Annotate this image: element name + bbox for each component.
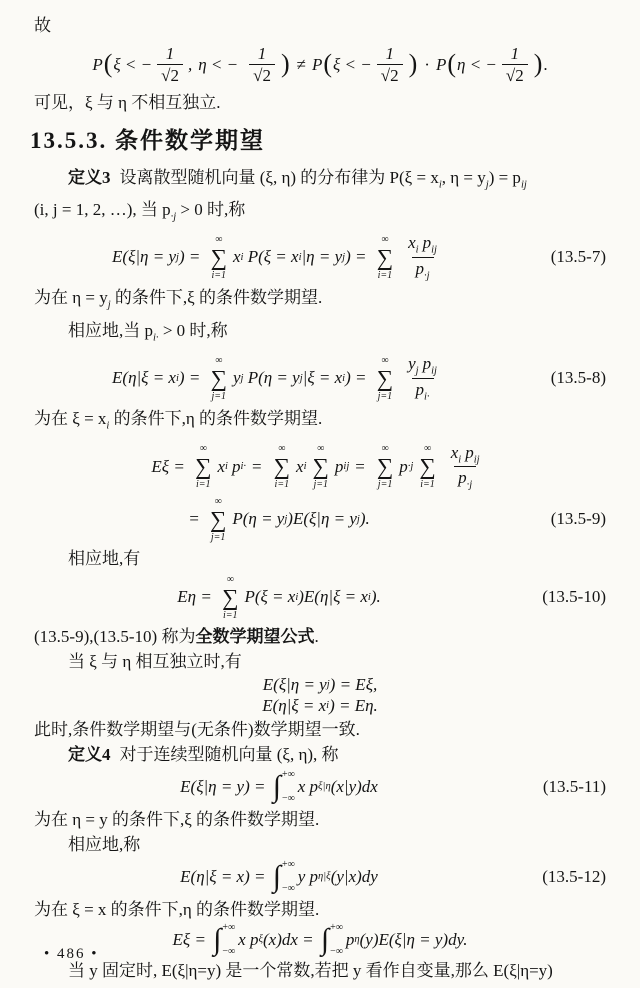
total-expectation-line xyxy=(34,625,606,648)
fraction-numerator: 1 xyxy=(257,44,267,63)
subscript-j: j xyxy=(299,372,303,384)
body-text: 的条件下,η 的条件数学期望. xyxy=(109,409,323,429)
subscript-i: i xyxy=(106,420,110,432)
integral-icon: ∫ xyxy=(320,922,330,956)
conclusion-text: 可见，ξ 与 η 不相互独立. xyxy=(34,92,221,112)
after-eq12-line xyxy=(34,898,606,921)
integral-lower-limit: −∞ xyxy=(330,945,343,957)
math-token: )E(ξ|η = y xyxy=(287,509,357,529)
integral-upper-limit: +∞ xyxy=(222,921,236,933)
subscript-i: i xyxy=(342,372,346,384)
body-text: , η = y xyxy=(441,167,486,187)
equation-body xyxy=(34,442,606,492)
sigma-icon: ∑ xyxy=(376,244,394,270)
subscript-j: j xyxy=(342,251,346,263)
sum-upper-limit: ∞ xyxy=(423,443,432,455)
fraction-denominator: √2 xyxy=(502,64,528,86)
integral-limits xyxy=(222,923,235,957)
math-token: Eξ = xyxy=(151,456,190,476)
integral-symbol xyxy=(273,860,295,894)
sum-upper-limit: ∞ xyxy=(215,354,223,366)
sum-upper-limit: ∞ xyxy=(226,573,234,585)
subscript-i: i xyxy=(225,461,228,473)
sum-upper-limit: ∞ xyxy=(381,233,389,245)
math-token: E(ξ|η = y) = xyxy=(180,776,270,796)
math-token: x xyxy=(217,456,226,476)
sigma-icon: ∑ xyxy=(376,454,394,480)
subscript-i-dot: i· xyxy=(424,391,430,403)
definition4-label: 定义4 xyxy=(68,744,111,764)
fraction xyxy=(447,442,484,492)
equation-body xyxy=(34,675,606,695)
math-token: (x)dx = xyxy=(262,929,318,949)
math-token: ) = xyxy=(345,368,371,388)
sigma-icon: ∑ xyxy=(419,454,436,480)
body-text: . xyxy=(314,626,319,646)
fraction xyxy=(249,43,275,87)
fraction-denominator xyxy=(412,378,434,404)
math-token: p xyxy=(415,379,424,399)
subscript-i: i xyxy=(367,591,371,603)
definition3-line2 xyxy=(34,198,606,228)
multiplication-dot: · xyxy=(424,54,430,74)
sum-upper-limit: ∞ xyxy=(214,495,222,507)
subscript-j: j xyxy=(485,178,489,190)
formula-body xyxy=(34,43,606,87)
fraction xyxy=(377,43,403,87)
fraction xyxy=(502,43,528,87)
after-eq7-line xyxy=(34,286,606,316)
integral-limits xyxy=(330,923,343,957)
integral-symbol xyxy=(213,923,235,957)
math-token: ξ < − xyxy=(333,54,372,74)
sigma-icon: ∑ xyxy=(222,584,239,610)
subscript-i: i xyxy=(326,700,330,712)
sum-upper-limit: ∞ xyxy=(199,443,207,455)
subscript-j: j xyxy=(240,372,244,384)
sum-upper-limit: ∞ xyxy=(215,233,223,245)
equation-body xyxy=(34,574,524,621)
summation-symbol xyxy=(419,443,435,490)
fraction-denominator xyxy=(412,257,434,283)
math-token: (y|x)dy xyxy=(330,866,378,886)
conclusion-line xyxy=(34,91,606,114)
integral-lower-limit: −∞ xyxy=(281,792,295,804)
math-token: η < − xyxy=(457,54,497,74)
paren-open: ( xyxy=(447,48,457,78)
body-text: > 0 时,称 xyxy=(176,199,246,219)
final-expectation-equation xyxy=(34,923,606,957)
sum-upper-limit: ∞ xyxy=(317,443,325,455)
sigma-icon: ∑ xyxy=(376,365,394,391)
math-token: E(ξ|η = y xyxy=(262,674,327,694)
sum-upper-limit: ∞ xyxy=(381,443,389,455)
fraction-numerator xyxy=(404,232,441,257)
equation-number: (13.5-10) xyxy=(542,587,606,607)
integral-icon: ∫ xyxy=(272,859,281,893)
subscript-eta-given-xi: η|ξ xyxy=(318,871,331,883)
subscript-i: i xyxy=(303,461,307,473)
body-text: 当 y 固定时, E(ξ|η=y) 是一个常数,若把 y 看作自变量,那么 E(ξ|η=y) xyxy=(68,960,553,980)
equation-13-5-7 xyxy=(34,232,606,282)
when-independent-line xyxy=(34,650,606,673)
integral-upper-limit: +∞ xyxy=(281,768,295,780)
subscript-j: j xyxy=(415,365,419,377)
subscript-i: i xyxy=(295,591,299,603)
math-token: ). xyxy=(370,587,381,607)
math-token: P(η = y xyxy=(243,368,300,388)
subscript-j: j xyxy=(356,513,360,525)
math-token: E(η|ξ = x xyxy=(262,695,327,715)
body-text: 的条件下,ξ 的条件数学期望. xyxy=(110,288,323,308)
subscript-j: j xyxy=(107,299,111,311)
paren-open: ( xyxy=(103,48,113,78)
paren-close: ) xyxy=(533,48,543,78)
fraction-numerator: 1 xyxy=(510,44,520,63)
intro-word xyxy=(34,14,606,37)
sigma-icon: ∑ xyxy=(209,506,227,532)
body-text: 相应地,当 p xyxy=(68,320,153,340)
math-token: x xyxy=(408,233,416,253)
summation-symbol xyxy=(210,496,226,543)
intro-text: 故 xyxy=(34,16,51,35)
correspondingly-have-line xyxy=(34,547,606,570)
math-token: x xyxy=(296,456,304,476)
math-token: (x|y)dx xyxy=(330,776,378,796)
sigma-icon: ∑ xyxy=(195,454,212,480)
integral-upper-limit: +∞ xyxy=(281,858,295,870)
subscript-i-dot: i· xyxy=(240,461,247,473)
math-token: E(η|ξ = x xyxy=(112,368,176,388)
subscript-i-dot: i· xyxy=(153,332,159,344)
sigma-icon: ∑ xyxy=(312,454,329,480)
equation-number: (13.5-7) xyxy=(550,247,606,267)
fraction-denominator: √2 xyxy=(249,64,275,86)
page-number: • 486 • xyxy=(44,946,99,962)
fraction-numerator: 1 xyxy=(165,44,175,63)
math-token: η < − xyxy=(198,54,239,74)
math-token: p xyxy=(334,456,344,476)
sum-lower-limit: j=1 xyxy=(211,390,227,402)
correspondingly-call-line xyxy=(34,833,606,856)
math-token: x xyxy=(450,442,459,462)
body-text: (13.5-9),(13.5-10) 称为 xyxy=(34,626,196,646)
definition4-line xyxy=(34,743,606,766)
fraction-denominator xyxy=(454,466,476,492)
subscript-xi: ξ xyxy=(258,934,263,946)
integral-limits xyxy=(282,860,295,894)
sum-lower-limit: i=1 xyxy=(420,479,435,491)
sum-lower-limit: i=1 xyxy=(223,609,238,621)
body-text: 此时,条件数学期望与(无条件)数学期望一致. xyxy=(34,719,360,739)
body-text: 为在 η = y 的条件下,ξ 的条件数学期望. xyxy=(34,809,320,829)
math-token: , xyxy=(187,54,193,74)
total-expectation-term: 全数学期望公式 xyxy=(195,626,315,646)
equation-body xyxy=(34,770,524,804)
subscript-ij: ij xyxy=(343,461,350,473)
correspondingly-when-line xyxy=(34,319,606,349)
math-token: |η = y xyxy=(301,247,343,267)
sigma-icon: ∑ xyxy=(210,365,227,391)
subscript-eta: η xyxy=(354,934,360,946)
equation-body xyxy=(34,923,606,957)
math-token: ) = Eξ, xyxy=(329,674,378,694)
body-text: 当 ξ 与 η 相互独立时,有 xyxy=(68,651,242,671)
math-token: P xyxy=(92,54,103,74)
consistent-line xyxy=(34,718,606,741)
equation-body xyxy=(34,496,524,543)
subscript-i: i xyxy=(175,372,179,384)
math-token: ξ < − xyxy=(113,54,153,74)
paren-open: ( xyxy=(323,48,333,78)
summation-symbol xyxy=(222,574,238,621)
subscript-j: j xyxy=(326,679,330,691)
body-text: 相应地,有 xyxy=(68,548,141,568)
fraction xyxy=(404,353,441,403)
body-text: 为在 ξ = x 的条件下,η 的条件数学期望. xyxy=(34,899,320,919)
math-token: y xyxy=(408,354,416,374)
equation-13-5-10 xyxy=(34,574,606,621)
equation-number: (13.5-9) xyxy=(550,509,606,529)
summation-symbol xyxy=(195,443,211,490)
definition3-line1 xyxy=(34,166,606,196)
independence-eq-1 xyxy=(34,675,606,695)
math-token: p xyxy=(422,354,432,374)
math-token: p xyxy=(465,442,474,462)
body-text: ) = p xyxy=(488,167,521,187)
fraction-numerator xyxy=(447,442,484,467)
subscript-ij: ij xyxy=(431,365,437,377)
math-token: ). xyxy=(359,509,370,529)
math-token: x p xyxy=(297,776,319,796)
subscript-i: i xyxy=(240,251,244,263)
formula-independence-check xyxy=(34,43,606,87)
math-token: p xyxy=(231,456,241,476)
subscript-ij: ij xyxy=(520,178,527,190)
fraction xyxy=(157,43,183,87)
integral-symbol xyxy=(273,770,295,804)
integral-limits xyxy=(282,770,295,804)
body-text: 为在 ξ = x xyxy=(34,409,107,429)
sum-lower-limit: i=1 xyxy=(196,479,211,491)
sigma-icon: ∑ xyxy=(210,244,227,270)
subscript-j: j xyxy=(176,251,179,263)
integral-icon: ∫ xyxy=(272,769,281,803)
integral-icon: ∫ xyxy=(213,922,222,956)
equation-13-5-11 xyxy=(34,770,606,804)
summation-symbol xyxy=(313,443,329,490)
equation-13-5-9-line1 xyxy=(34,442,606,492)
subscript-i: i xyxy=(298,251,302,263)
subscript-dot-j: ·j xyxy=(170,211,177,223)
paren-close: ) xyxy=(408,48,418,78)
math-token: ) = Eη. xyxy=(329,695,378,715)
math-token: E(ξ|η = y xyxy=(112,247,176,267)
sum-lower-limit: i=1 xyxy=(274,479,290,491)
subscript-xi-given-eta: ξ|η xyxy=(318,781,331,793)
equation-body xyxy=(34,696,606,716)
math-token: P(η = y xyxy=(232,509,285,529)
sum-lower-limit: i=1 xyxy=(211,269,227,281)
math-token: x xyxy=(232,247,241,267)
subscript-i: i xyxy=(415,244,419,256)
integral-symbol xyxy=(321,923,343,957)
sum-lower-limit: j=1 xyxy=(313,479,328,491)
fraction-numerator: 1 xyxy=(385,44,394,63)
equation-body xyxy=(34,860,524,894)
equation-number: (13.5-8) xyxy=(550,368,606,388)
fraction-numerator xyxy=(404,353,441,378)
equation-13-5-8 xyxy=(34,353,606,403)
math-token: p xyxy=(345,929,355,949)
section-heading-text: 13.5.3. 条件数学期望 xyxy=(30,127,265,153)
math-token: p xyxy=(458,468,467,488)
independence-eq-2 xyxy=(34,696,606,716)
last-paragraph-line xyxy=(34,959,606,982)
math-token: ) = xyxy=(178,247,205,267)
sum-upper-limit: ∞ xyxy=(381,354,389,366)
equation-body xyxy=(34,232,524,282)
math-token: Eη = xyxy=(177,587,217,607)
body-text: 相应地,称 xyxy=(68,834,141,854)
math-token: (y)E(ξ|η = y)dy. xyxy=(359,929,468,949)
summation-symbol xyxy=(211,234,227,281)
fraction-denominator: √2 xyxy=(157,64,183,86)
paren-close: ) xyxy=(280,48,290,78)
body-text: 对于连续型随机向量 (ξ, η), 称 xyxy=(119,744,339,764)
subscript-ij: ij xyxy=(431,244,437,256)
sum-lower-limit: i=1 xyxy=(377,269,393,281)
summation-symbol xyxy=(377,355,393,402)
math-token: P(ξ = x xyxy=(243,247,299,267)
math-token: p xyxy=(399,456,408,476)
subscript-j: j xyxy=(284,513,288,525)
subscript-dot-j: ·j xyxy=(407,461,414,473)
math-token: )E(η|ξ = x xyxy=(298,587,368,607)
body-text: 为在 η = y xyxy=(34,288,108,308)
summation-symbol xyxy=(377,443,393,490)
math-token: p xyxy=(422,233,432,253)
summation-symbol xyxy=(377,234,393,281)
equation-13-5-9-line2 xyxy=(34,496,606,543)
not-equal-sign: ≠ xyxy=(296,54,306,74)
math-token: Eξ = xyxy=(172,929,211,949)
sum-lower-limit: j=1 xyxy=(210,531,226,543)
math-token: y p xyxy=(297,866,319,886)
sum-upper-limit: ∞ xyxy=(278,443,286,455)
body-text: > 0 时,称 xyxy=(158,320,228,340)
sigma-icon: ∑ xyxy=(273,454,291,480)
math-token: P xyxy=(311,54,323,74)
summation-symbol xyxy=(211,355,227,402)
math-token: . xyxy=(543,54,548,74)
body-text: (i, j = 1, 2, …), 当 p xyxy=(34,199,171,219)
summation-symbol xyxy=(274,443,290,490)
equation-body xyxy=(34,353,524,403)
equation-number: (13.5-11) xyxy=(542,776,606,796)
math-token: ) = xyxy=(178,368,205,388)
math-token: p xyxy=(415,258,424,278)
equals-sign: = xyxy=(252,456,262,476)
subscript-dot-j: ·j xyxy=(424,270,430,282)
fraction-denominator: √2 xyxy=(377,64,403,86)
math-token: E(η|ξ = x) = xyxy=(180,866,270,886)
integral-upper-limit: +∞ xyxy=(330,921,343,933)
integral-lower-limit: −∞ xyxy=(222,945,236,957)
math-token: |ξ = x xyxy=(302,368,343,388)
after-eq11-line xyxy=(34,808,606,831)
equation-13-5-12 xyxy=(34,860,606,894)
integral-lower-limit: −∞ xyxy=(281,882,295,894)
equation-number: (13.5-12) xyxy=(542,866,606,886)
math-token: y xyxy=(232,368,241,388)
section-heading xyxy=(30,126,606,156)
equals-sign: = xyxy=(188,509,204,529)
subscript-dot-j: ·j xyxy=(466,479,473,491)
fraction xyxy=(404,232,441,282)
math-token: P xyxy=(435,54,447,74)
definition3-label: 定义3 xyxy=(68,167,111,187)
subscript-i: i xyxy=(458,454,462,466)
sum-lower-limit: j=1 xyxy=(377,390,393,402)
sum-lower-limit: j=1 xyxy=(377,479,393,491)
after-eq8-line xyxy=(34,407,606,437)
subscript-ij: ij xyxy=(473,454,480,466)
math-token: x p xyxy=(238,929,259,949)
math-token: ) = xyxy=(345,247,371,267)
body-text: 设离散型随机向量 (ξ, η) 的分布律为 P(ξ = x xyxy=(119,167,439,187)
equals-sign: = xyxy=(355,456,365,476)
math-token: P(ξ = x xyxy=(244,587,296,607)
subscript-i: i xyxy=(438,178,442,190)
